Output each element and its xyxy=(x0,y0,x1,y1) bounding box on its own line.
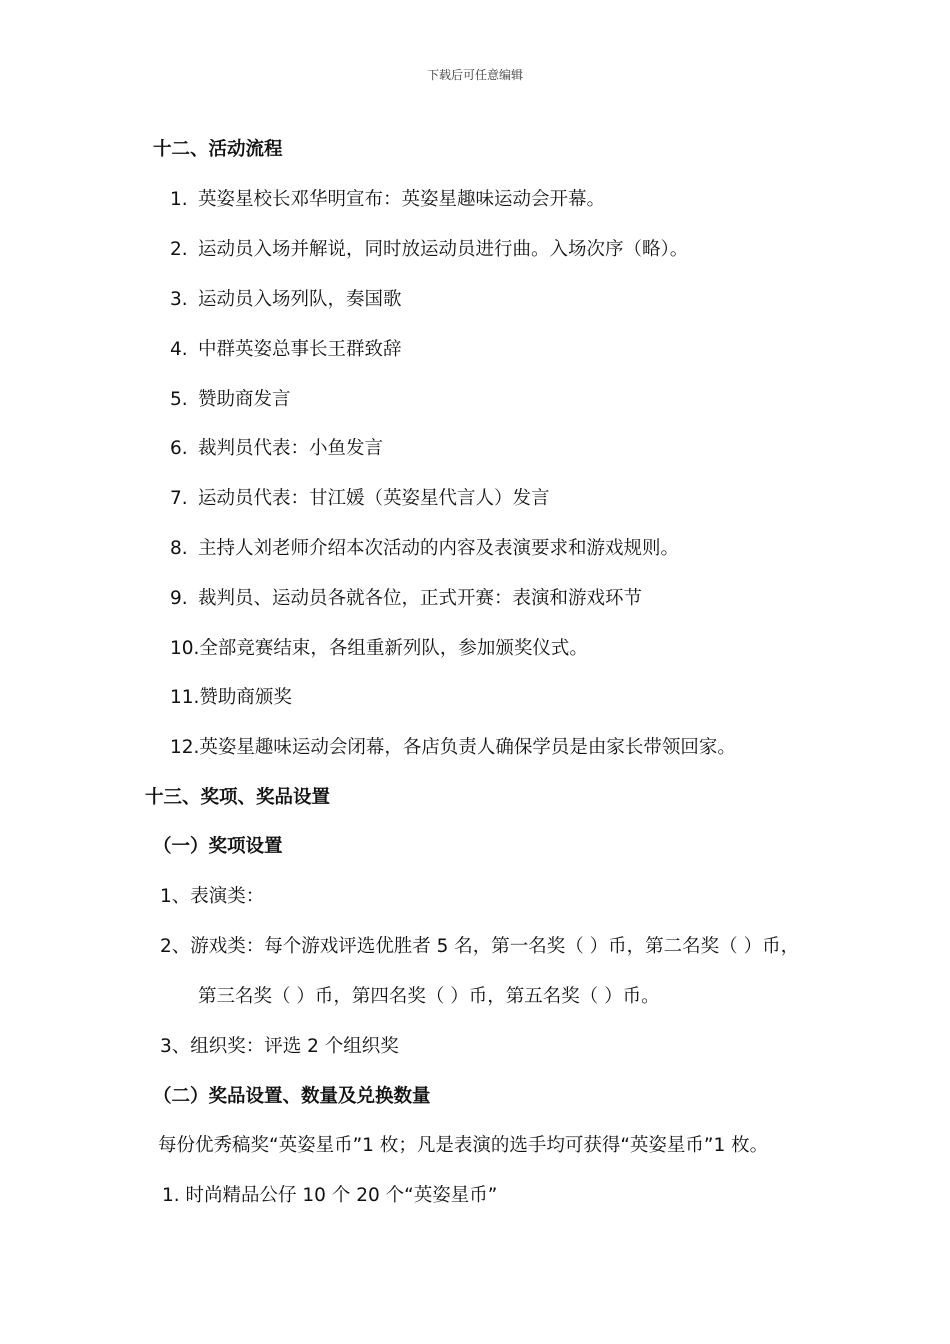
section-13-title: 十三、奖项、奖品设置 xyxy=(145,787,331,808)
item-number: 4. xyxy=(170,339,188,360)
item-text: 英姿星校长邓华明宣布：英姿星趣味运动会开幕。 xyxy=(198,189,606,210)
item-text: 运动员代表：甘江媛（英姿星代言人）发言 xyxy=(198,488,550,509)
item-text: 全部竞赛结束，各组重新列队，参加颁奖仪式。 xyxy=(199,638,588,659)
item-number: 10. xyxy=(170,638,200,659)
subsection-prizes-title: （二）奖品设置、数量及兑换数量 xyxy=(153,1086,431,1107)
list-item xyxy=(170,736,736,760)
list-item xyxy=(170,637,588,661)
item-text: 赞助商颁奖 xyxy=(199,687,292,708)
item-text: 赞助商发言 xyxy=(198,389,291,410)
list-item xyxy=(170,587,642,611)
subsection-awards-title: （一）奖项设置 xyxy=(153,836,283,857)
item-text: 裁判员、运动员各就各位，正式开赛：表演和游戏环节 xyxy=(198,588,643,609)
list-item xyxy=(170,188,605,212)
item-text: 运动员入场并解说，同时放运动员进行曲。入场次序（略）。 xyxy=(198,239,689,260)
list-item xyxy=(170,288,402,312)
list-item xyxy=(170,537,679,561)
award-item: 1、表演类： xyxy=(160,886,265,907)
list-item xyxy=(170,686,292,710)
item-text: 中群英姿总事长王群致辞 xyxy=(198,339,402,360)
page-header: 下载后可任意编辑 xyxy=(426,68,523,82)
item-number: 2. xyxy=(170,239,188,260)
item-number: 9. xyxy=(170,588,188,609)
item-text: 主持人刘老师介绍本次活动的内容及表演要求和游戏规则。 xyxy=(198,538,680,559)
item-text: 运动员入场列队，奏国歌 xyxy=(198,289,402,310)
item-number: 7. xyxy=(170,488,188,509)
item-text: 英姿星趣味运动会闭幕，各店负责人确保学员是由家长带领回家。 xyxy=(199,737,736,758)
list-item xyxy=(170,338,402,362)
prize-item: 1. 时尚精品公仔 10 个 20 个“英姿星币” xyxy=(162,1185,498,1206)
item-number: 5. xyxy=(170,389,188,410)
list-item xyxy=(170,238,688,262)
item-number: 11. xyxy=(170,687,200,708)
list-item xyxy=(170,437,383,461)
award-item: 2、游戏类：每个游戏评选优胜者 5 名，第一名奖（ ）币，第二名奖（ ）币， xyxy=(160,936,800,957)
award-item-continuation: 第三名奖（ ）币，第四名奖（ ）币，第五名奖（ ）币。 xyxy=(198,986,660,1007)
item-number: 3. xyxy=(170,289,188,310)
list-item xyxy=(170,487,550,511)
section-12-title: 十二、活动流程 xyxy=(153,139,283,160)
item-text: 裁判员代表：小鱼发言 xyxy=(198,438,384,459)
item-number: 6. xyxy=(170,438,188,459)
list-item xyxy=(170,388,291,412)
item-number: 12. xyxy=(170,737,200,758)
award-item: 3、组织奖：评选 2 个组织奖 xyxy=(160,1036,399,1057)
prize-intro: 每份优秀稿奖“英姿星币”1 枚；凡是表演的选手均可获得“英姿星币”1 枚。 xyxy=(158,1135,769,1156)
item-number: 8. xyxy=(170,538,188,559)
item-number: 1. xyxy=(170,189,188,210)
